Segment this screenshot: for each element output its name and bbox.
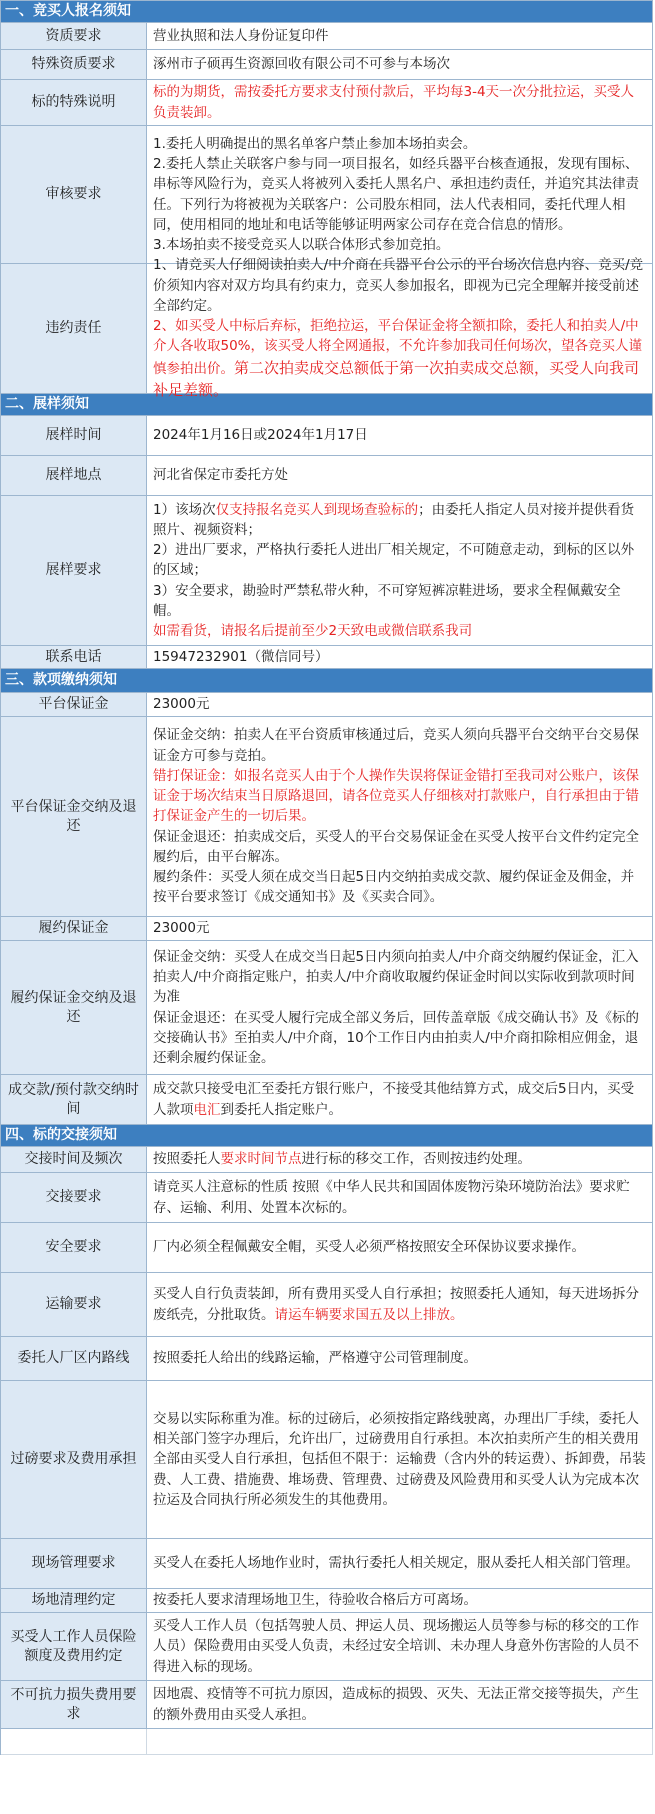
row-site-cleanup	[1, 1589, 653, 1613]
row-value	[147, 80, 653, 125]
row-value	[147, 1539, 653, 1588]
row-special-qualification	[1, 50, 653, 80]
row-performance-deposit	[1, 917, 653, 941]
row-label: 交接时间及频次	[1, 1147, 147, 1172]
row-label: 安全要求	[1, 1223, 147, 1272]
viewing-line-2: 2）进出厂要求，严格执行委托人进出厂相关规定，不可随意走动，到标的区以外的区域；	[153, 542, 635, 579]
row-platform-deposit	[1, 693, 653, 717]
transport-requirements-a: 买受人自行负责装卸，所有费用买受人自行承担；按照委托人通知，每天进场拆分废纸壳，分批取货。	[153, 1286, 639, 1323]
row-label: 现场管理要求	[1, 1539, 147, 1588]
row-label: 履约保证金交纳及退还	[1, 941, 147, 1074]
force-majeure-text: 因地震、疫情等不可抗力原因，造成标的损毁、灭失、无法正常交接等损失，产生的额外费用由买受人承担。	[153, 1686, 639, 1723]
row-value	[147, 1589, 653, 1612]
section-header-registration: 一、竞买人报名须知	[1, 1, 653, 23]
platform-deposit-line-4: 履约条件：买受人须在成交当日起5日内交纳拍卖成交款、履约保证金及佣金，并按平台要求签订《成交通知书》及《买卖合同》。	[153, 869, 635, 906]
performance-deposit-line-1: 保证金交纳：买受人在成交当日起5日内须向拍卖人/中介商交纳履约保证金，汇入拍卖人/中介商指定账户，拍卖人/中介商收取履约保证金时间以实际收到款项时间为准	[153, 948, 639, 1006]
row-label: 买受人工作人员保险额度及费用约定	[1, 1613, 147, 1680]
special-qualification-text: 涿州市子硕再生资源回收有限公司不可参与本场次	[153, 56, 450, 73]
row-value	[147, 257, 653, 400]
handover-time-c: 进行标的移交工作，否则按违约处理。	[301, 1151, 531, 1168]
row-force-majeure	[1, 1681, 653, 1729]
payment-time-text	[153, 1079, 646, 1120]
row-value	[147, 1173, 653, 1222]
row-value	[147, 1681, 653, 1728]
staff-insurance-text: 买受人工作人员（包括驾驶人员、押运人员、现场搬运人员等参与标的移交的工作人员）保险费用由买受人负责，未经过安全培训、未办理人身意外伤害险的人员不得进入标的现场。	[153, 1618, 639, 1675]
row-label: 展样时间	[1, 416, 147, 455]
handover-time-a: 按照委托人	[153, 1151, 221, 1168]
payment-time-a: 成交款只接受电汇至委托方银行账户，不接受其他结算方式，成交后5日内，买受人款项	[153, 1081, 635, 1118]
row-label: 平台保证金	[1, 693, 147, 716]
row-label: 成交款/预付款交纳时间	[1, 1075, 147, 1124]
row-value	[147, 456, 653, 495]
platform-deposit-text: 23000元	[153, 696, 210, 713]
row-viewing-time	[1, 416, 653, 456]
row-value	[147, 23, 653, 49]
row-value	[147, 50, 653, 79]
viewing-line-1-c: ；由委托人指定人员对接并提供看货照片、视频资料；	[153, 501, 635, 538]
row-label: 展样要求	[1, 496, 147, 645]
breach-line-2	[153, 316, 646, 402]
performance-deposit-line-2: 保证金退还：在买受人履行完成全部义务后，回传盖章版《成交确认书》及《标的交接确认书》至拍卖人/中介商，10个工作日内由拍卖人/中介商扣除相应佣金，退还剩余履约保证金。	[153, 1009, 639, 1066]
contact-phone-text: 15947232901（微信同号）	[153, 648, 329, 665]
row-value	[147, 1381, 653, 1538]
empty-cell	[147, 1729, 653, 1754]
row-label: 平台保证金交纳及退还	[1, 717, 147, 916]
payment-time-c: 到委托人指定账户。	[220, 1101, 342, 1118]
breach-line-1: 1、请竞买人仔细阅读拍卖人/中介商在兵器平台公示的平台场次信息内容、竞买/竞价须知内容对双方均具有约束力，竞买人参加报名，即视为已完全理解并接受前述全部约定。	[153, 257, 644, 314]
row-label: 过磅要求及费用承担	[1, 1381, 147, 1538]
row-value	[147, 1613, 653, 1680]
row-performance-deposit-rules	[1, 941, 653, 1075]
row-value	[147, 941, 653, 1074]
transport-requirements-text	[153, 1284, 646, 1325]
factory-route-text: 按照委托人给出的线路运输，严格遵守公司管理制度。	[153, 1350, 477, 1367]
site-management-text: 买受人在委托人场地作业时，需执行委托人相关规定，服从委托人相关部门管理。	[153, 1555, 639, 1572]
weighing-fees-text: 交易以实际称重为准。标的过磅后，必须按指定路线驶离，办理出厂手续，委托人相关部门签字办理后，允许出厂，过磅费用自行承担。本次拍卖所产生的相关费用全部由买受人自行承担，包括但不限于：运输费（含内外的转运费）、拆卸费，吊装费、人工费、措施费、堆场费、管理费、过磅费及风险费用和买受人认为完成本次拉运及合同执行所必须发生的其他费用。	[153, 1410, 646, 1508]
viewing-line-1-a: 1）该场次	[153, 501, 216, 518]
row-label: 资质要求	[1, 23, 147, 49]
special-note-text: 标的为期货，需按委托方要求支付预付款后，平均每3-4天一次分批拉运，买受人负责装卸。	[153, 84, 635, 121]
row-qualification	[1, 23, 653, 50]
viewing-line-1	[153, 500, 646, 541]
row-label: 审核要求	[1, 126, 147, 263]
row-handover-requirements	[1, 1173, 653, 1223]
section-header-payment: 三、款项缴纳须知	[1, 669, 653, 693]
row-transport-requirements	[1, 1273, 653, 1337]
safety-requirements-text: 厂内必须全程佩戴安全帽，买受人必须严格按照安全环保协议要求操作。	[153, 1239, 585, 1256]
row-label: 展样地点	[1, 456, 147, 495]
section-header-viewing: 二、展样须知	[1, 394, 653, 416]
row-label: 场地清理约定	[1, 1589, 147, 1612]
breach-line-2-text: 2、如买受人中标后弃标，拒绝拉运，平台保证金将全额扣除，委托人和拍卖人/中介人各收取50%，该买受人将全网通报，不允许参加我司任何场次，望各竞买人谨慎参拍出价。	[153, 318, 643, 377]
row-label: 特殊资质要求	[1, 50, 147, 79]
qualification-text: 营业执照和法人身份证复印件	[153, 27, 329, 44]
row-value	[147, 717, 653, 916]
row-site-management	[1, 1539, 653, 1589]
platform-deposit-line-1: 保证金交纳：拍卖人在平台资质审核通过后，竞买人须向兵器平台交纳平台交易保证金方可参与竞拍。	[153, 727, 639, 764]
viewing-line-3: 3）安全要求，勘验时严禁私带火种，不可穿短裤凉鞋进场，要求全程佩戴安全帽。	[153, 582, 621, 619]
row-label: 履约保证金	[1, 917, 147, 940]
viewing-line-4: 如需看货，请报名后提前至少2天致电或微信联系我司	[153, 623, 473, 640]
handover-time-text	[153, 1149, 646, 1169]
row-label: 联系电话	[1, 646, 147, 668]
review-line-1: 1.委托人明确提出的黑名单客户禁止参加本场拍卖会。	[153, 135, 477, 152]
row-value	[147, 1337, 653, 1380]
row-value	[147, 416, 653, 455]
section-header-handover: 四、标的交接须知	[1, 1125, 653, 1147]
review-line-3: 3.本场拍卖不接受竞买人以联合体形式参加竞拍。	[153, 237, 450, 253]
row-value	[147, 496, 653, 645]
row-platform-deposit-rules	[1, 717, 653, 917]
viewing-time-text: 2024年1月16日或2024年1月17日	[153, 427, 368, 444]
empty-row	[1, 1729, 653, 1755]
row-review-requirements	[1, 126, 653, 264]
row-weighing-fees	[1, 1381, 653, 1539]
row-contact-phone	[1, 646, 653, 669]
payment-time-b: 电汇	[193, 1101, 221, 1118]
row-breach-liability	[1, 257, 653, 400]
review-line-2: 2.委托人禁止关联客户参与同一项目报名，如经兵器平台核查通报，发现有围标、串标等风险行为，竞买人将被列入委托人黑名户、承担违约责任，并追究其法律责任。下列行为将被视为关联客户：公司股东相同，法人代表相同，委托代理人相同，使用相同的地址和电话等能够证明两家公司存在竞合信息的情形。	[153, 156, 639, 233]
row-label: 委托人厂区内路线	[1, 1337, 147, 1380]
platform-deposit-line-3: 保证金退还：拍卖成交后，买受人的平台交易保证金在买受人按平台文件约定完全履约后，由平台解冻。	[153, 828, 639, 865]
row-special-note	[1, 80, 653, 126]
row-value	[147, 1075, 653, 1124]
row-value	[147, 917, 653, 940]
viewing-location-text: 河北省保定市委托方处	[153, 467, 288, 484]
row-payment-time	[1, 1075, 653, 1125]
handover-requirements-text: 请竞买人注意标的性质 按照《中华人民共和国固体废物污染环境防治法》要求贮存、运输、利用、处置本次标的。	[153, 1179, 630, 1216]
row-handover-time	[1, 1147, 653, 1173]
breach-line-3-text: 第二次拍卖成交总额低于第一次拍卖成交总额，买受人向我司补足差额。	[153, 358, 640, 400]
transport-requirements-b: 请运车辆要求国五及以上排放。	[274, 1306, 464, 1323]
row-label: 不可抗力损失费用要求	[1, 1681, 147, 1728]
row-value	[147, 693, 653, 716]
handover-time-b: 要求时间节点	[220, 1151, 302, 1168]
row-value	[147, 646, 653, 668]
row-label: 交接要求	[1, 1173, 147, 1222]
row-value	[147, 126, 653, 263]
row-viewing-requirements	[1, 496, 653, 646]
row-viewing-location	[1, 456, 653, 496]
row-factory-route	[1, 1337, 653, 1381]
row-label: 标的特殊说明	[1, 80, 147, 125]
empty-cell	[1, 1729, 147, 1754]
performance-deposit-text: 23000元	[153, 920, 210, 937]
row-label: 运输要求	[1, 1273, 147, 1336]
viewing-line-1-b: 仅支持报名竞买人到现场查验标的	[215, 501, 419, 518]
row-label: 违约责任	[1, 264, 147, 393]
row-value	[147, 1147, 653, 1172]
row-value	[147, 1223, 653, 1272]
site-cleanup-text: 按委托人要求清理场地卫生，待验收合格后方可离场。	[153, 1592, 477, 1609]
row-value	[147, 1273, 653, 1336]
platform-deposit-line-2: 错打保证金：如报名竞买人由于个人操作失误将保证金错打至我司对公账户，该保证金于场次结束当日原路退回，请各位竞买人仔细核对打款账户，自行承担由于错打保证金产生的一切后果。	[153, 767, 639, 825]
row-staff-insurance	[1, 1613, 653, 1681]
row-safety-requirements	[1, 1223, 653, 1273]
